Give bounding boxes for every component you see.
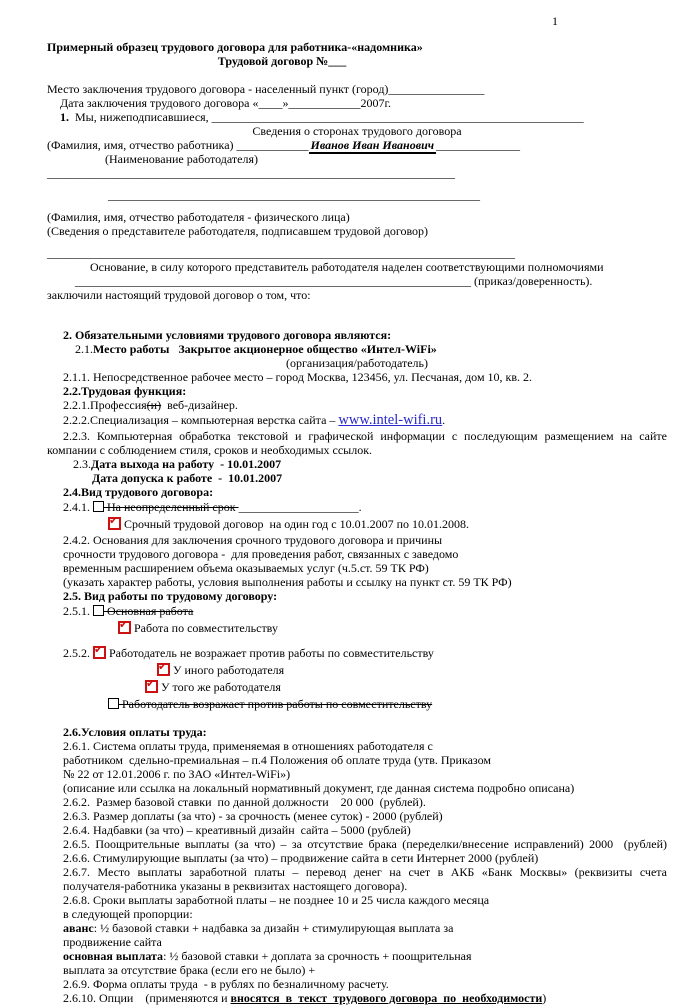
clause-2-6-1-line4: (описание или ссылка на локальный нормативный документ, где данная система подробно описана) [63,781,575,795]
clause-2-6-9: 2.6.9. Форма оплаты труда - в рублях по безналичному расчету. [63,977,389,991]
clause-2-6-7-line1: 2.6.7. Место выплаты заработной платы – перевод денег на счет в АКБ «Банк Москвы» (реквизиты счета [63,865,667,879]
other-employer-text: У иного работодателя [170,663,285,677]
objection-option [108,696,667,713]
clause-2-5-2 [63,645,667,662]
basis-text: Основание, в силу которого представитель работодателя наделен соответствующими полномочиями [90,260,604,274]
clause-2-6-3: 2.6.3. Размер доплаты (за что) - за срочность (менее суток) - 2000 (рублей) [63,809,443,823]
checkbox-empty-indefinite-term[interactable] [93,501,104,512]
clause-2-5-2-number: 2.5.2. [63,646,90,660]
clause-2-1-number: 2.1. [75,342,93,356]
advance-formula: : ½ базовой ставки + надбавка за дизайн + стимулирующая выплата за [93,921,454,935]
check-icon: ✔ [158,660,168,673]
secondary-work-option [118,620,667,637]
clause-2-2-3-line2: компании с соблюдением стиля, сроков и необходимых ссылок. [47,443,373,457]
basis-blank-field: __________________________________________________________________ [75,274,471,288]
clause-2-4-2-line3: временным расширением объема оказываемых услуг (ч.5.ст. 59 ТК РФ) [63,561,429,575]
employee-label: (Фамилия, имя, отчество работника) [47,138,237,152]
concluded-line: заключили настоящий трудовой договор о том, что: [47,288,311,302]
same-employer-text: У того же работодателя [158,680,281,694]
page-number: 1 [552,14,558,28]
clause-2-6-8-line1: 2.6.8. Сроки выплаты заработной платы – не позднее 10 и 25 числа каждого месяца [63,893,490,907]
clause-2-6-5: 2.6.5. Поощрительные выплаты (за что) – за отсутствие брака (переделки/внесение исправлений) 2000 (рублей) [63,837,667,851]
date-text: Дата заключения трудового договора «____»____________2007г. [60,96,392,110]
basis-blank-line [47,274,667,288]
indefinite-term-struck: На неопределенный срок [104,500,239,514]
start-date-value: Дата выхода на работу - 10.01.2007 [91,457,282,471]
parties-info-header: Сведения о сторонах трудового договора [252,124,462,138]
employee-name-value: Иванов Иван Иванович [310,138,435,152]
clause-2-6-1-line1: 2.6.1. Система оплаты труда, применяемая в отношениях работодателя с [63,739,433,753]
profession-prefix: 2.2.1.Профессия [63,398,147,412]
checkbox-checked-same-employer[interactable] [145,677,158,693]
employer-name-line [47,152,667,180]
check-icon: ✔ [109,514,119,527]
admission-date-line: Дата допуска к работе - 10.01.2007 [92,471,283,485]
representative-label: (Сведения о представителе работодателя, подписавшем трудовой договор) [47,224,429,238]
clause-2-6-2: 2.6.2. Размер базовой ставки по данной должности 20 000 (рублей). [63,795,426,809]
advance-line [63,921,667,935]
check-icon: ✔ [94,643,104,656]
employer-label: (Наименование работодателя) [105,152,261,166]
employer-blank-field: ____________________________________________________________________ [47,166,455,180]
main-work-struck: Основная работа [104,604,194,618]
clause-2-2-heading: 2.2.Трудовая функция: [63,384,187,398]
clause-2-2-1 [63,398,667,412]
options-emphasis: вносятся в текст трудового договора по необходимости [230,991,543,1005]
clause-2-6-1-line2: работником сдельно-премиальная – п.4 Положения об оплате труда (утв. Приказом [63,753,491,767]
clause-2-1-1: 2.1.1. Непосредственное рабочее место – город Москва, 123456, ул. Песчаная, дом 10, кв. 2. [63,370,533,384]
we-blank-field: ______________________________________________________________ [211,110,584,124]
clause-2-6-4: 2.6.4. Надбавки (за что) – креативный дизайн сайта – 5000 (рублей) [63,823,411,837]
options-prefix: 2.6.10. Опции (применяются и [63,991,231,1005]
clause-2-4-2-line2: срочности трудового договора - для проведения работ, связанных с заведомо [63,547,459,561]
check-icon: ✔ [146,677,156,690]
main-payment-label: основная выплата [63,949,164,963]
clause-2-6-7-line2: получателя-работника указаны в реквизитах настоящего договора). [63,879,408,893]
clause-2-4-1 [63,499,667,516]
clause-2-6-6: 2.6.6. Стимулирующие выплаты (за что) – продвижение сайта в сети Интернет 2000 (рублей) [63,851,539,865]
fixed-term-text: Срочный трудовой договор на один год с 10.01.2007 по 10.01.2008. [121,517,470,531]
checkbox-checked-secondary-work[interactable] [118,618,131,634]
indefinite-term-blank: ____________________. [238,500,362,514]
blank-line-full: ______________________________________________________________________________ [47,246,515,260]
other-employer-option [157,662,667,679]
clause-2-5-1-number: 2.5.1. [63,604,90,618]
employee-blank-left: ____________ [236,138,309,152]
intel-wifi-link[interactable]: www.intel-wifi.ru [338,412,443,428]
checkbox-empty-main-work[interactable] [93,605,104,616]
specialization-suffix: . [442,413,446,427]
clause-2-6-10 [63,991,667,1005]
employee-name-line [47,138,667,152]
date-line [47,96,667,110]
blank-line-center: ______________________________________________________________ [108,188,480,202]
clause-2-1 [75,342,667,356]
advance-label: аванс [63,921,94,935]
clause-2-3 [73,457,667,471]
same-employer-option [145,679,667,696]
main-payment-line2: выплата за отсутствие брака (если его не было) + [63,963,316,977]
profession-value: веб-дизайнер. [161,398,238,412]
checkbox-checked-no-objection[interactable] [93,643,106,659]
basis-suffix: (приказ/доверенность). [471,274,593,288]
clause-2-4-2-line1: 2.4.2. Основания для заключения срочного трудового договора и причины [63,533,443,547]
section-2-heading: 2. Обязательными условиями трудового договора являются: [63,328,392,342]
employee-blank-right: ______________ [436,138,521,152]
contract-number-line: Трудовой договор №___ [217,54,347,68]
options-suffix: ) [542,991,547,1005]
item-1-number: 1. [60,110,69,124]
objection-struck: Работодатель возражает против работы по совместительству [119,697,433,711]
specialization-prefix: 2.2.2.Специализация – компьютерная верстка сайта – [63,413,339,427]
clause-2-2-2 [63,412,667,429]
clause-2-4-heading: 2.4.Вид трудового договора: [63,485,214,499]
organization-caption: (организация/работодатель) [285,356,428,370]
fixed-term-option [108,516,667,533]
clause-2-6-1-line3: № 22 от 12.01.2006 г. по ЗАО «Интел-WiFi») [63,767,291,781]
checkbox-empty-objection[interactable] [108,698,119,709]
place-line: Место заключения трудового договора - населенный пункт (город)________________ [47,82,485,96]
we-undersigned-text: Мы, нижеподписавшиеся, [69,110,212,124]
main-payment-formula: : ½ базовой ставки + доплата за срочность + поощрительная [163,949,472,963]
clause-2-4-2-line4: (указать характер работы, условия выполнения работы и ссылку на пункт ст. 59 ТК РФ) [63,575,512,589]
check-icon: ✔ [119,618,129,631]
clause-2-3-number: 2.3. [73,457,91,471]
checkbox-checked-other-employer[interactable] [157,660,170,676]
checkbox-checked-fixed-term[interactable] [108,514,121,530]
secondary-work-text: Работа по совместительству [131,621,278,635]
clause-2-4-1-number: 2.4.1. [63,500,90,514]
profession-struck: (и) [146,398,162,412]
clause-2-2-3-line1: 2.2.3. Компьютерная обработка текстовой и графической информации с последующим размещением на сайте [63,429,667,443]
basis-line [47,260,667,274]
workplace-value: Место работы Закрытое акционерное общество «Интел-WiFi» [93,342,437,356]
clause-2-5-1 [63,603,667,620]
contract-title: Примерный образец трудового договора для работника-«надомника» [47,40,423,54]
no-objection-text: Работодатель не возражает против работы по совместительству [106,646,434,660]
clause-2-6-heading: 2.6.Условия оплаты труда: [63,725,207,739]
clause-2-5-heading: 2.5. Вид работы по трудовому договору: [63,589,278,603]
advance-line2: продвижение сайта [63,935,162,949]
main-payment-line [63,949,667,963]
clause-2-6-8-line2: в следующей пропорции: [63,907,193,921]
employer-fio-label: (Фамилия, имя, отчество работодателя - физического лица) [47,210,350,224]
parties-line [47,110,667,124]
